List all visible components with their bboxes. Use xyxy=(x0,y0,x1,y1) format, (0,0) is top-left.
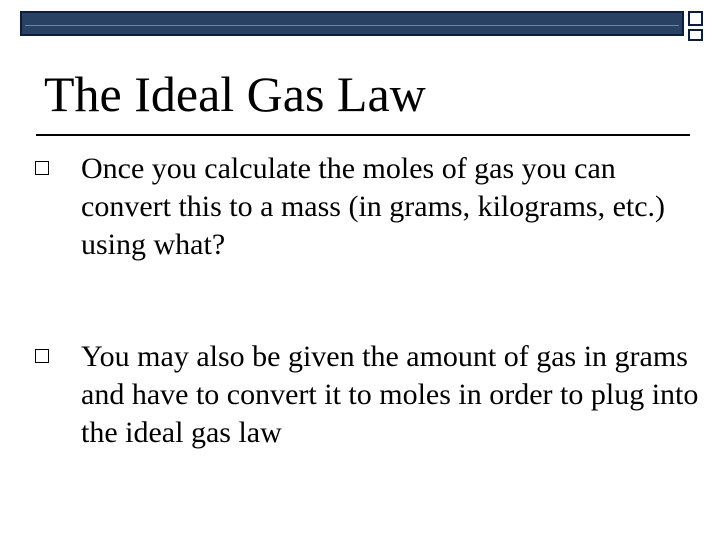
header-banner xyxy=(20,11,684,36)
square-bullet-icon xyxy=(35,161,49,175)
corner-square-decoration xyxy=(688,11,703,26)
bullet-item xyxy=(40,338,700,452)
bullet-text: Once you calculate the moles of gas you can convert this to a mass (in grams, kilograms, etc.) using what? xyxy=(81,152,666,261)
bullet-text: You may also be given the amount of gas in grams and have to convert it to moles in order to plug into the ideal gas law xyxy=(81,340,699,449)
title-underline xyxy=(36,134,690,136)
slide-title: The Ideal Gas Law xyxy=(44,66,426,122)
bullet-item xyxy=(40,150,700,264)
corner-square-decoration xyxy=(688,29,703,41)
square-bullet-icon xyxy=(35,349,49,363)
bullet-list xyxy=(40,150,700,452)
